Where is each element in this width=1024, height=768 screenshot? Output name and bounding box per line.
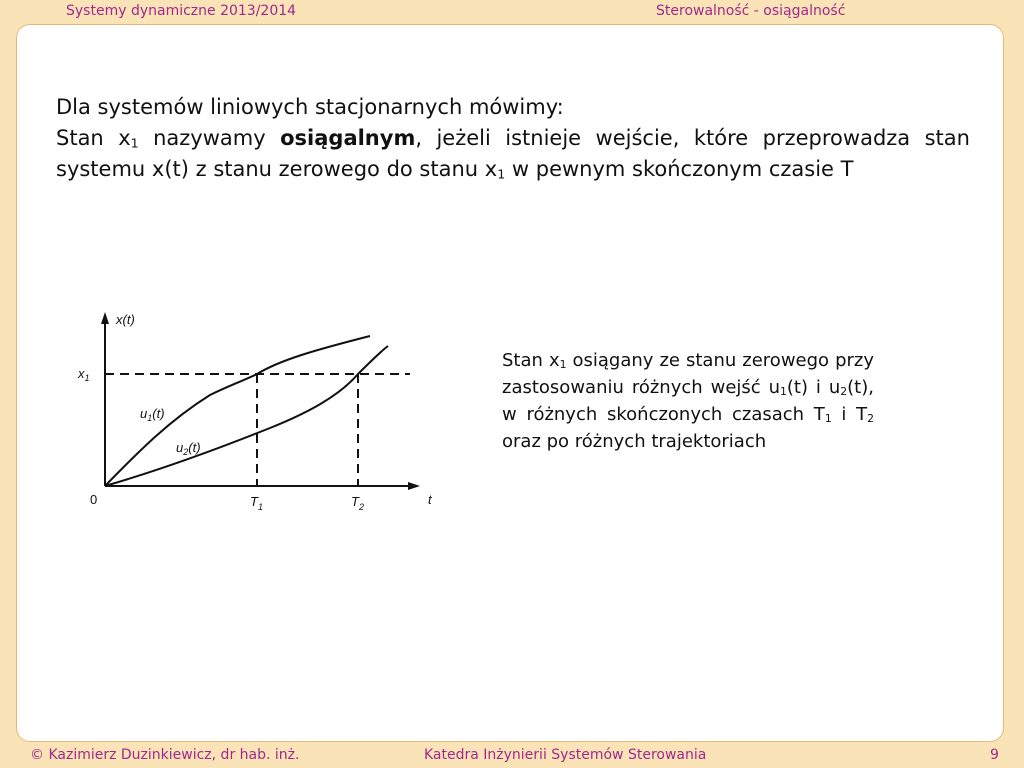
intro-line: Dla systemów liniowych stacjonarnych mówimy: <box>56 95 564 119</box>
page-number: 9 <box>990 747 999 763</box>
x1-level-label: $x_1$ <box>78 366 90 383</box>
marker-t2-label: $T_2$ <box>351 494 364 512</box>
term-bold: osiągalnym <box>280 126 416 150</box>
slide-footer <box>0 744 1024 768</box>
department: Katedra Inżynierii Systemów Sterowania <box>424 747 707 763</box>
author: © Kazimierz Duzinkiewicz, dr hab. inż. <box>30 747 300 763</box>
trajectory-chart <box>70 300 450 520</box>
x-axis-label: t <box>428 492 432 507</box>
series-label-u2: $u_2(t)$ <box>176 440 201 457</box>
course-title: Systemy dynamiczne 2013/2014 <box>66 3 297 19</box>
slide-topic: Sterowalność - osiągalność <box>656 3 846 19</box>
origin-label: 0 <box>90 492 98 507</box>
y-axis-arrow <box>101 312 109 324</box>
marker-t1-label: $T_1$ <box>250 494 263 512</box>
series-label-u1: $u_1(t)$ <box>140 406 165 423</box>
x-axis-arrow <box>408 482 420 490</box>
slide-header <box>0 0 1024 22</box>
y-axis-label: x(t) <box>116 312 135 327</box>
chart-caption: Stan $x_1$ osiągany ze stanu zerowego przy zastosowaniu różnych wejść $u_1(t)$ i $u_2(t)$, w różnych skończonych czasach $T_1$ i $T_2$ oraz po różnych trajektoriach <box>502 350 874 452</box>
intro-text <box>56 92 970 185</box>
definition-paragraph: Stan $x_1$ nazywamy osiągalnym, jeżeli istnieje wejście, które przeprowadza stan systemu x(t) z stanu zerowego do stanu $x_1$ w pewnym skończonym czasie T <box>56 126 970 182</box>
